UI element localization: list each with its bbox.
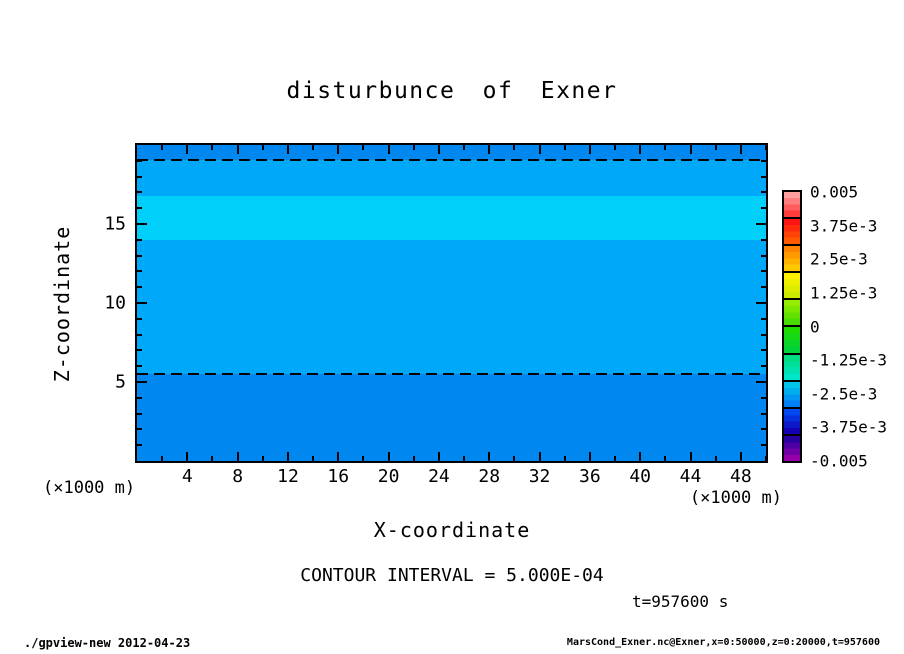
x-axis-tick: [564, 456, 566, 461]
x-axis-tick: [715, 145, 717, 150]
colorbar-value-label: -1.25e-3: [810, 350, 888, 370]
x-axis-tick: [765, 145, 767, 150]
colorbar-value-label: 3.75e-3: [810, 216, 878, 236]
z-axis-tick: [761, 397, 766, 399]
x-tick-label: 16: [327, 466, 350, 487]
z-axis-tick: [137, 302, 147, 304]
x-axis-tick: [564, 145, 566, 150]
z-axis-tick: [137, 444, 142, 446]
z-axis-tick: [761, 207, 766, 209]
z-axis-tick: [761, 365, 766, 367]
colorbar-cell: [784, 217, 800, 244]
x-axis-tick: [589, 145, 591, 154]
z-axis-tick: [761, 334, 766, 336]
z-axis-tick: [761, 286, 766, 288]
colorbar-value-label: 0.005: [810, 182, 859, 202]
colorbar-cell: [784, 325, 800, 352]
x-axis-tick: [388, 452, 390, 461]
z-axis-unit-label: (×1000 m): [43, 478, 136, 498]
chart-title: disturbunce of Exner: [286, 78, 618, 104]
z-tick-label: 10: [104, 292, 126, 314]
x-axis-tick: [438, 145, 440, 154]
x-axis-tick: [639, 452, 641, 461]
x-axis-title: X-coordinate: [373, 518, 531, 542]
z-axis-tick: [761, 413, 766, 415]
z-axis-tick: [761, 318, 766, 320]
x-tick-label: 44: [679, 466, 702, 487]
colorbar-value-label: 1.25e-3: [810, 283, 878, 303]
x-axis-tick: [312, 145, 314, 150]
contour-line-dashed: [137, 373, 766, 375]
x-axis-tick: [438, 452, 440, 461]
x-axis-tick: [765, 456, 767, 461]
z-axis-tick: [761, 176, 766, 178]
z-axis-tick: [137, 270, 142, 272]
z-axis-tick: [137, 397, 142, 399]
colorbar-value-label: -0.005: [810, 451, 868, 471]
colorbar-value-label: 2.5e-3: [810, 249, 868, 269]
contour-fill-band: [137, 196, 766, 240]
z-axis-tick: [137, 365, 142, 367]
x-axis-tick: [539, 145, 541, 154]
x-tick-label: 28: [478, 466, 501, 487]
x-axis-tick: [690, 452, 692, 461]
z-axis-tick: [137, 381, 147, 383]
x-axis-tick: [639, 145, 641, 154]
x-tick-label: 24: [428, 466, 450, 487]
x-axis-tick: [740, 145, 742, 154]
contour-fill-band: [137, 240, 766, 374]
plot-area: [135, 143, 768, 463]
z-axis-tick: [137, 255, 142, 257]
x-axis-tick: [211, 456, 213, 461]
x-axis-tick: [715, 456, 717, 461]
z-axis-tick: [137, 334, 142, 336]
z-axis-tick: [756, 381, 766, 383]
contour-fill-band: [137, 160, 766, 196]
colorbar-cell: [784, 192, 800, 217]
x-axis-tick: [513, 456, 515, 461]
x-axis-tick: [362, 145, 364, 150]
colorbar: [782, 190, 802, 463]
x-axis-tick: [740, 452, 742, 461]
z-tick-label: 5: [115, 371, 126, 393]
x-tick-label: 40: [629, 466, 652, 487]
footer-command-label: ./gpview-new 2012-04-23: [24, 636, 191, 650]
x-tick-label: 20: [377, 466, 400, 487]
z-axis-tick: [137, 286, 142, 288]
z-axis-tick: [756, 223, 766, 225]
x-axis-tick: [237, 145, 239, 154]
z-axis-tick: [137, 318, 142, 320]
x-axis-tick: [186, 452, 188, 461]
contour-fill-band: [137, 374, 766, 461]
x-tick-label: 36: [579, 466, 601, 487]
x-axis-tick: [614, 456, 616, 461]
z-axis-title: Z-coordinate: [50, 225, 74, 383]
x-axis-tick: [488, 452, 490, 461]
colorbar-cell: [784, 434, 800, 461]
contour-fill-band: [137, 145, 766, 160]
z-axis-tick: [137, 349, 142, 351]
x-axis-tick: [539, 452, 541, 461]
x-tick-label: 48: [729, 466, 752, 487]
x-axis-tick: [262, 145, 264, 150]
colorbar-labels: [810, 182, 900, 471]
z-axis-tick: [761, 255, 766, 257]
x-tick-label: 8: [232, 466, 244, 487]
z-axis-tick: [761, 428, 766, 430]
colorbar-value-label: -2.5e-3: [810, 384, 878, 404]
contour-line-dashed: [137, 159, 766, 161]
x-axis-tick: [690, 145, 692, 154]
x-axis-tick: [463, 456, 465, 461]
x-tick-label: 4: [181, 466, 193, 487]
time-label: t=957600 s: [632, 592, 729, 611]
x-axis-tick: [287, 145, 289, 154]
x-axis-tick: [161, 456, 163, 461]
colorbar-cell: [784, 298, 800, 325]
colorbar-cell: [784, 380, 800, 407]
footer-dataset-label: MarsCond_Exner.nc@Exner,x=0:50000,z=0:20000,t=957600: [566, 637, 880, 648]
z-axis-tick: [137, 413, 142, 415]
x-axis-tick: [287, 452, 289, 461]
x-axis-tick: [362, 456, 364, 461]
x-axis-tick: [186, 145, 188, 154]
x-axis-tick: [337, 145, 339, 154]
x-axis-tick: [614, 145, 616, 150]
colorbar-cell: [784, 244, 800, 271]
z-axis-tick: [137, 207, 142, 209]
x-axis-tick: [312, 456, 314, 461]
z-axis-tick: [761, 239, 766, 241]
z-axis-tick: [761, 160, 766, 162]
z-axis-tick: [137, 160, 142, 162]
x-axis-tick: [664, 456, 666, 461]
x-axis-tick: [413, 145, 415, 150]
z-axis-tick: [137, 176, 142, 178]
z-axis-tick: [761, 444, 766, 446]
colorbar-value-label: 0: [810, 317, 820, 336]
contour-interval-label: CONTOUR INTERVAL = 5.000E-04: [300, 565, 604, 586]
x-axis-tick: [589, 452, 591, 461]
z-axis-tick: [137, 428, 142, 430]
z-axis-tick: [761, 191, 766, 193]
z-axis-tick: [761, 349, 766, 351]
z-axis-tick: [756, 302, 766, 304]
x-axis-tick: [488, 145, 490, 154]
colorbar-cell: [784, 353, 800, 380]
colorbar-cell: [784, 407, 800, 434]
x-axis-tick: [413, 456, 415, 461]
z-tick-label: 15: [104, 213, 126, 235]
colorbar-cell: [784, 271, 800, 298]
z-axis-tick: [137, 191, 142, 193]
x-axis-unit-label: (×1000 m): [689, 488, 782, 508]
x-tick-label: 12: [277, 466, 299, 487]
x-axis-tick: [211, 145, 213, 150]
x-axis-tick: [463, 145, 465, 150]
x-axis-tick: [262, 456, 264, 461]
z-axis-tick: [137, 223, 147, 225]
x-axis-tick: [337, 452, 339, 461]
z-axis-tick: [137, 239, 142, 241]
x-axis-tick: [388, 145, 390, 154]
z-axis-tick: [761, 270, 766, 272]
x-axis-tick: [513, 145, 515, 150]
x-axis-tick: [664, 145, 666, 150]
colorbar-value-label: -3.75e-3: [810, 417, 888, 437]
x-axis-tick: [161, 145, 163, 150]
x-axis-tick: [237, 452, 239, 461]
x-tick-label: 32: [528, 466, 551, 487]
